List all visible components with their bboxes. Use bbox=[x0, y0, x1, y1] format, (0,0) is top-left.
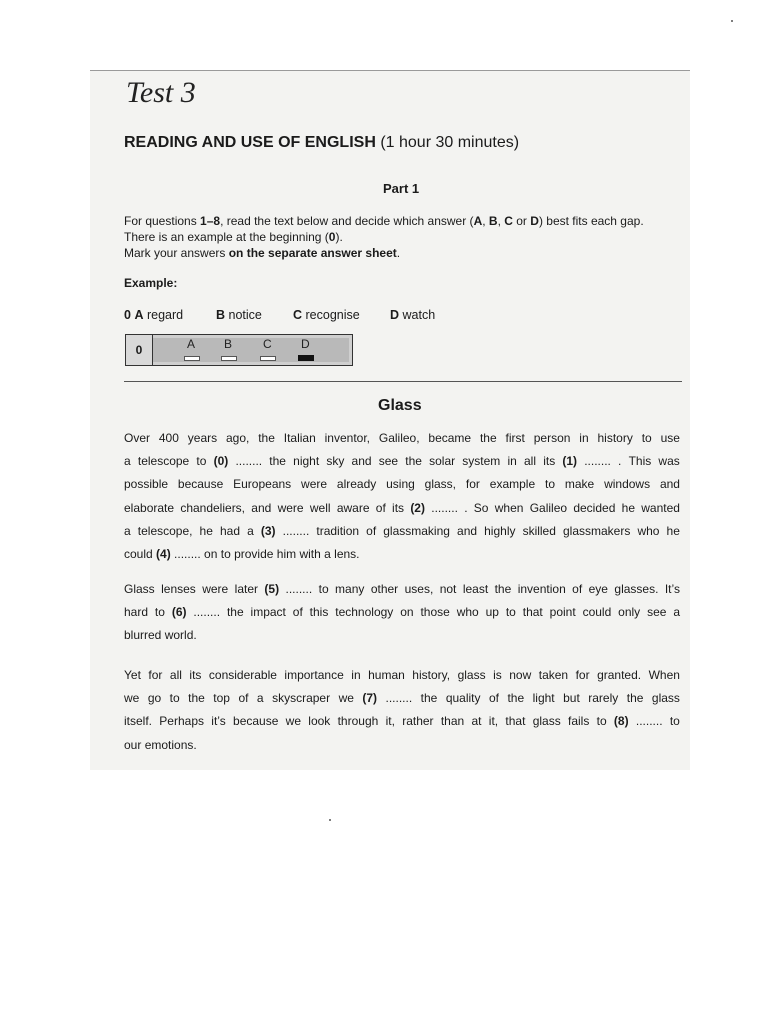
word: blurred bbox=[124, 628, 165, 643]
word: provide bbox=[234, 547, 277, 562]
paragraph-3 bbox=[124, 664, 680, 757]
gap-number: (1) bbox=[562, 454, 578, 469]
word: Galileo, bbox=[378, 431, 420, 445]
word: its bbox=[189, 668, 202, 682]
test-title: Test 3 bbox=[126, 76, 196, 109]
word: up bbox=[485, 605, 499, 620]
word: we bbox=[338, 691, 354, 706]
paragraph-line bbox=[124, 710, 680, 733]
word: and bbox=[659, 477, 680, 492]
example-option-d: D watch bbox=[390, 308, 436, 322]
answer-letter-d: D bbox=[301, 337, 310, 351]
word: glass bbox=[532, 714, 561, 729]
word: now bbox=[509, 668, 532, 682]
word: considerable bbox=[208, 668, 277, 682]
word: ........ bbox=[285, 582, 313, 596]
example-option-b: B notice bbox=[216, 308, 262, 322]
word: to bbox=[318, 582, 329, 596]
paragraph-line bbox=[124, 543, 680, 566]
example-option-c: C recognise bbox=[293, 308, 360, 322]
word: he bbox=[199, 523, 213, 538]
word: became bbox=[428, 431, 472, 445]
word: he bbox=[666, 523, 680, 538]
word: fails bbox=[568, 714, 590, 729]
word: only bbox=[618, 605, 641, 620]
word: Glass bbox=[124, 582, 155, 596]
word: least bbox=[462, 582, 489, 596]
word: a bbox=[124, 454, 131, 469]
word: highly bbox=[484, 523, 516, 538]
word: of bbox=[292, 605, 303, 620]
word: aware bbox=[336, 500, 370, 515]
word: of bbox=[488, 691, 499, 706]
paragraph-line bbox=[124, 734, 680, 757]
word: glass, bbox=[424, 477, 457, 492]
word: all bbox=[169, 668, 182, 682]
word: many bbox=[335, 582, 365, 596]
word: ........ bbox=[385, 691, 413, 706]
word: person bbox=[533, 431, 571, 445]
word: make bbox=[564, 477, 595, 492]
paragraph-line bbox=[124, 497, 680, 520]
word: in bbox=[351, 668, 361, 682]
word: and bbox=[351, 454, 372, 469]
word: look bbox=[308, 714, 331, 729]
word: go bbox=[147, 691, 162, 706]
word: could bbox=[582, 605, 612, 620]
word: not bbox=[439, 582, 457, 596]
word: the bbox=[626, 691, 644, 706]
word: with bbox=[299, 547, 325, 562]
gap-number: (0) bbox=[213, 454, 229, 469]
paragraph-1 bbox=[124, 427, 680, 566]
word: a bbox=[673, 605, 680, 620]
word: wanted bbox=[641, 500, 680, 515]
word: lens. bbox=[334, 547, 360, 562]
word: our bbox=[124, 737, 145, 752]
word: taken bbox=[538, 668, 569, 682]
word: of bbox=[375, 500, 386, 515]
answer-box-shading bbox=[153, 338, 349, 362]
word: quality bbox=[445, 691, 481, 706]
word: the bbox=[420, 691, 438, 706]
word: that bbox=[505, 714, 526, 729]
word: tradition bbox=[316, 523, 360, 538]
word: solar bbox=[429, 454, 456, 469]
word: first bbox=[505, 431, 525, 445]
word: years bbox=[187, 431, 218, 445]
word: to bbox=[169, 691, 180, 706]
word: windows bbox=[604, 477, 651, 492]
gap-number: (5) bbox=[264, 582, 280, 596]
paragraph-line bbox=[124, 664, 680, 687]
word: were bbox=[277, 500, 304, 515]
text-title: Glass bbox=[378, 397, 422, 414]
word: of bbox=[366, 523, 377, 538]
word: night bbox=[293, 454, 320, 469]
section-title-bold: READING AND USE OF ENGLISH bbox=[124, 134, 376, 151]
word: than bbox=[440, 714, 465, 729]
example-label: Example: bbox=[124, 276, 178, 290]
word: decided bbox=[573, 500, 616, 515]
word: human bbox=[368, 668, 405, 682]
word: history, bbox=[412, 668, 451, 682]
word: of bbox=[238, 691, 249, 706]
word: ........ bbox=[635, 714, 663, 729]
word: the bbox=[494, 582, 512, 596]
word: technology bbox=[335, 605, 394, 620]
section-divider bbox=[124, 381, 682, 382]
word: because bbox=[177, 477, 224, 492]
instruction-line-1: For questions 1–8, read the text below and decide which answer (A, B, C or D) best fits each gap. bbox=[124, 214, 644, 228]
word: a bbox=[124, 523, 131, 538]
word: Over bbox=[124, 431, 151, 445]
word: ........ bbox=[431, 500, 458, 515]
word: and bbox=[457, 523, 478, 538]
word: who bbox=[456, 605, 479, 620]
word: rather bbox=[402, 714, 434, 729]
instruction-line-3: Mark your answers on the separate answer sheet. bbox=[124, 246, 401, 260]
word: glass bbox=[651, 691, 680, 706]
gap-number: (3) bbox=[260, 523, 276, 538]
word: elaborate bbox=[124, 500, 175, 515]
word: eye bbox=[588, 582, 608, 596]
word: on bbox=[204, 547, 221, 562]
word: of bbox=[572, 582, 583, 596]
word: we bbox=[124, 691, 140, 706]
word: ........ bbox=[235, 454, 263, 469]
word: it, bbox=[488, 714, 499, 729]
word: when bbox=[494, 500, 524, 515]
word: through bbox=[337, 714, 379, 729]
word: Galileo bbox=[529, 500, 568, 515]
word: skyscraper bbox=[272, 691, 331, 706]
word: to bbox=[596, 714, 607, 729]
word: were bbox=[301, 477, 328, 492]
word: invention bbox=[517, 582, 566, 596]
paragraph-line bbox=[124, 450, 680, 473]
word: point bbox=[549, 605, 576, 620]
answer-mark-a bbox=[184, 356, 200, 361]
word: were bbox=[202, 582, 229, 596]
word: impact bbox=[250, 605, 286, 620]
word: possible bbox=[124, 477, 169, 492]
word: see bbox=[647, 605, 667, 620]
word: in bbox=[507, 454, 517, 469]
word: using bbox=[386, 477, 415, 492]
word: telescope bbox=[137, 454, 190, 469]
word: but bbox=[563, 691, 580, 706]
answer-letter-c: C bbox=[263, 337, 272, 351]
word: the bbox=[188, 691, 205, 706]
word: to bbox=[641, 431, 652, 445]
word: it, bbox=[385, 714, 395, 729]
word: later bbox=[234, 582, 258, 596]
paragraph-line bbox=[124, 473, 680, 496]
word: to bbox=[669, 714, 680, 729]
gap-number: (4) bbox=[156, 547, 175, 562]
word: that bbox=[522, 605, 543, 620]
word: already bbox=[336, 477, 377, 492]
page-top-edge bbox=[90, 70, 690, 71]
answer-mark-d bbox=[298, 355, 314, 361]
scan-speck bbox=[731, 20, 733, 22]
example-option-a: 0 A regard bbox=[124, 308, 184, 322]
word: chandeliers, bbox=[180, 500, 246, 515]
example-answer-box bbox=[125, 334, 353, 366]
word: glass bbox=[457, 668, 486, 682]
answer-mark-b bbox=[221, 356, 237, 361]
word: the bbox=[507, 691, 525, 706]
word: we bbox=[285, 714, 302, 729]
word: glassmaking bbox=[383, 523, 450, 538]
word: rarely bbox=[588, 691, 619, 706]
paragraph-line bbox=[124, 687, 680, 710]
word: the bbox=[405, 454, 422, 469]
word: who bbox=[637, 523, 660, 538]
word: for bbox=[465, 477, 480, 492]
word: lenses bbox=[161, 582, 196, 596]
word: had bbox=[219, 523, 241, 538]
paragraph-line bbox=[124, 427, 680, 450]
word: its bbox=[543, 454, 556, 469]
paragraph-line bbox=[124, 520, 680, 543]
word: Perhaps bbox=[159, 714, 204, 729]
part-title: Part 1 bbox=[383, 181, 420, 196]
word: him bbox=[276, 547, 300, 562]
word: This bbox=[628, 454, 652, 469]
word: emotions. bbox=[144, 737, 197, 752]
answer-box-number: 0 bbox=[126, 335, 153, 365]
section-title bbox=[124, 134, 519, 152]
word: was bbox=[658, 454, 680, 469]
word: So bbox=[473, 500, 489, 515]
answer-letter-a: A bbox=[187, 337, 196, 351]
answer-sheet-emphasis: on the separate answer sheet bbox=[228, 246, 397, 260]
word: It’s bbox=[664, 582, 680, 596]
word: inventor, bbox=[324, 431, 370, 445]
word: the bbox=[258, 431, 275, 445]
gap-number: (2) bbox=[410, 500, 425, 515]
word: importance bbox=[284, 668, 344, 682]
word: to bbox=[505, 605, 516, 620]
word: 400 bbox=[158, 431, 179, 445]
word: ........ bbox=[193, 605, 221, 620]
word: for bbox=[148, 668, 163, 682]
word: the bbox=[479, 431, 497, 445]
word: and bbox=[251, 500, 272, 515]
word: Europeans bbox=[233, 477, 292, 492]
word: see bbox=[378, 454, 399, 469]
instruction-line-2: There is an example at the beginning (0). bbox=[124, 230, 343, 244]
word: . bbox=[618, 454, 622, 469]
word: itself. bbox=[124, 714, 153, 729]
word: ago, bbox=[225, 431, 250, 445]
word: the bbox=[226, 605, 244, 620]
word: Yet bbox=[124, 668, 141, 682]
word: to bbox=[220, 547, 235, 562]
word: the bbox=[269, 454, 286, 469]
gap-number: (6) bbox=[171, 605, 187, 620]
word: sky bbox=[326, 454, 345, 469]
word: top bbox=[213, 691, 230, 706]
word: ........ bbox=[282, 523, 310, 538]
word: for bbox=[575, 668, 590, 682]
word: to bbox=[154, 605, 165, 620]
word: glassmakers bbox=[563, 523, 631, 538]
word: in bbox=[579, 431, 589, 445]
word: ........ bbox=[174, 547, 205, 562]
word: those bbox=[420, 605, 450, 620]
word: a bbox=[324, 547, 335, 562]
word: world. bbox=[164, 628, 197, 643]
word: all bbox=[524, 454, 537, 469]
answer-mark-c bbox=[260, 356, 276, 361]
word: example bbox=[489, 477, 536, 492]
word: Italian bbox=[283, 431, 316, 445]
word: to bbox=[544, 477, 555, 492]
word: light bbox=[532, 691, 555, 706]
word: on bbox=[400, 605, 414, 620]
word: well bbox=[309, 500, 331, 515]
word: When bbox=[648, 668, 680, 682]
word: ........ bbox=[584, 454, 611, 469]
word: system bbox=[462, 454, 501, 469]
section-duration: (1 hour 30 minutes) bbox=[375, 134, 520, 151]
word: a bbox=[247, 523, 254, 538]
word: he bbox=[621, 500, 635, 515]
word: uses, bbox=[404, 582, 434, 596]
answer-letter-b: B bbox=[224, 337, 233, 351]
word: use bbox=[660, 431, 680, 445]
word: . bbox=[464, 500, 468, 515]
gap-number: (8) bbox=[613, 714, 629, 729]
word: because bbox=[233, 714, 279, 729]
paragraph-line bbox=[124, 578, 680, 601]
word: to bbox=[196, 454, 207, 469]
gap-number: (7) bbox=[362, 691, 378, 706]
word: skilled bbox=[522, 523, 556, 538]
word: other bbox=[370, 582, 399, 596]
word: a bbox=[256, 691, 264, 706]
paragraph-2 bbox=[124, 578, 680, 648]
word: telescope, bbox=[137, 523, 193, 538]
word: history bbox=[597, 431, 633, 445]
word: is bbox=[493, 668, 502, 682]
word: glasses. bbox=[614, 582, 659, 596]
scan-speck bbox=[329, 819, 331, 821]
word: it’s bbox=[211, 714, 226, 729]
word: could bbox=[124, 547, 157, 562]
word: this bbox=[309, 605, 329, 620]
word: its bbox=[392, 500, 405, 515]
word: at bbox=[471, 714, 482, 729]
word: hard bbox=[124, 605, 149, 620]
word: granted. bbox=[597, 668, 642, 682]
paragraph-line bbox=[124, 601, 680, 624]
paragraph-line bbox=[124, 624, 680, 647]
